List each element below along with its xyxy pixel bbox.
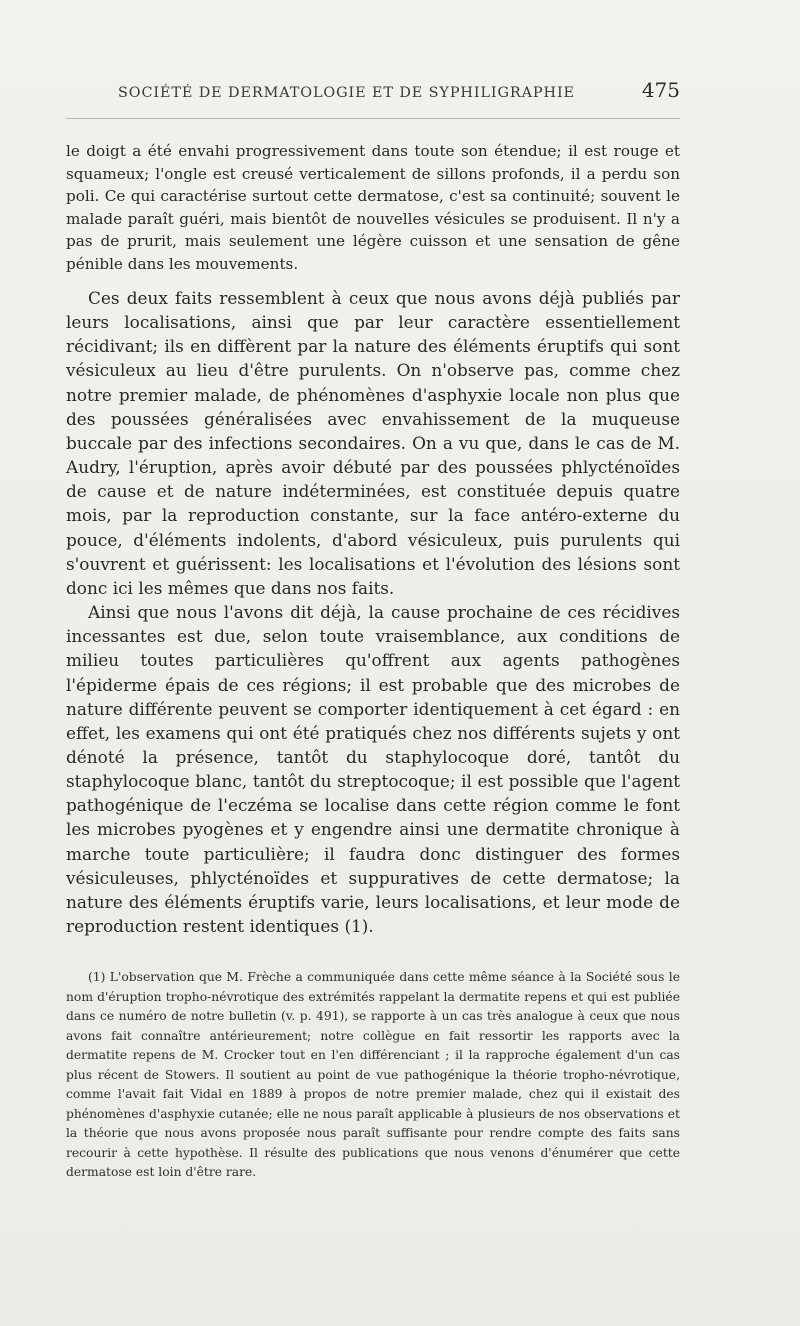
lead-paragraph: le doigt a été envahi progressivement dans toute son étendue; il est rouge et squameux; l'ongle est creusé verticalement de sillons profonds, il a perdu son poli. Ce qui caractérise surtout cette dermatose, c'est sa continuité; souvent le malade paraît guéri, mais bientôt de nouvelles vésicules se produisent. Il n'y a pas de prurit, mais seulement une légère cuisson et une sensation de gêne pénible dans les mouvements. [66,142,680,273]
footnote-text: (1) L'observation que M. Frèche a communiquée dans cette même séance à la Société sous le nom d'éruption tropho-névrotique des extrémités rappelant la dermatite repens et qui est publiée dans ce numéro de notre bulletin (v. p. 491), se rapporte à un cas très analogue à ceux que nous avons fait connaître antérieurement; notre collègue en fait ressortir les rapports avec la dermatite repens de M. Crocker tout en l'en différenciant ; il la rapproche également d'un cas plus récent de Stowers. Il soutient au point de vue pathogénique la théorie tropho-névrotique, comme l'avait fait Vidal en 1889 à propos de notre premier malade, chez qui il existait des phénomènes d'asphyxie cutanée; elle ne nous paraît applicable à plusieurs de nos observations et la théorie que nous avons proposée nous paraît suffisante pour rendre compte des faits sans recourir à cette hypothèse. Il résulte des publications que nous venons d'énumérer que cette dermatose est loin d'être rare. [66,970,680,1179]
main-text-block [66,286,680,938]
header-rule [66,118,680,119]
page-number: 475 [641,78,680,102]
page-header [66,78,680,108]
footnote-block [66,968,680,1183]
body-paragraph-1: Ces deux faits ressemblent à ceux que nous avons déjà publiés par leurs localisations, ainsi que par leur caractère essentiellement récidivant; ils en diffèrent par la nature des éléments éruptifs qui sont vésiculeux au lieu d'être purulents. On n'observe pas, comme chez notre premier malade, de phénomènes d'asphyxie locale non plus que des poussées généralisées avec envahissement de la muqueuse buccale par des infections secondaires. On a vu que, dans le cas de M. Audry, l'éruption, après avoir débuté par des poussées phlycténoïdes de cause et de nature indéterminées, est constituée depuis quatre mois, par la reproduction constante, sur la face antéro-externe du pouce, d'éléments indolents, d'abord vésiculeux, puis purulents qui s'ouvrent et guérissent: les localisations et l'évolution des lésions sont donc ici les mêmes que dans nos faits. [66,288,680,598]
lead-text-block [66,140,680,275]
running-head: SOCIÉTÉ DE DERMATOLOGIE ET DE SYPHILIGRAPHIE [118,85,575,101]
body-paragraph-2: Ainsi que nous l'avons dit déjà, la cause prochaine de ces récidives incessantes est due, selon toute vraisemblance, aux conditions de milieu toutes particulières qu'offrent aux agents pathogènes l'épiderme épais de ces régions; il est probable que des microbes de nature différente peuvent se comporter identiquement à cet égard : en effet, les examens qui ont été pratiqués chez nos différents sujets y ont dénoté la présence, tantôt du staphylocoque doré, tantôt du staphylocoque blanc, tantôt du streptocoque; il est possible que l'agent pathogénique de l'eczéma se localise dans cette région comme le font les microbes pyogènes et y engendre ainsi une dermatite chronique à marche toute particulière; il faudra donc distinguer des formes vésiculeuses, phlycténoïdes et suppuratives de cette dermatose; la nature des éléments éruptifs varie, leurs localisations, et leur mode de reproduction restent identiques (1). [66,602,680,937]
